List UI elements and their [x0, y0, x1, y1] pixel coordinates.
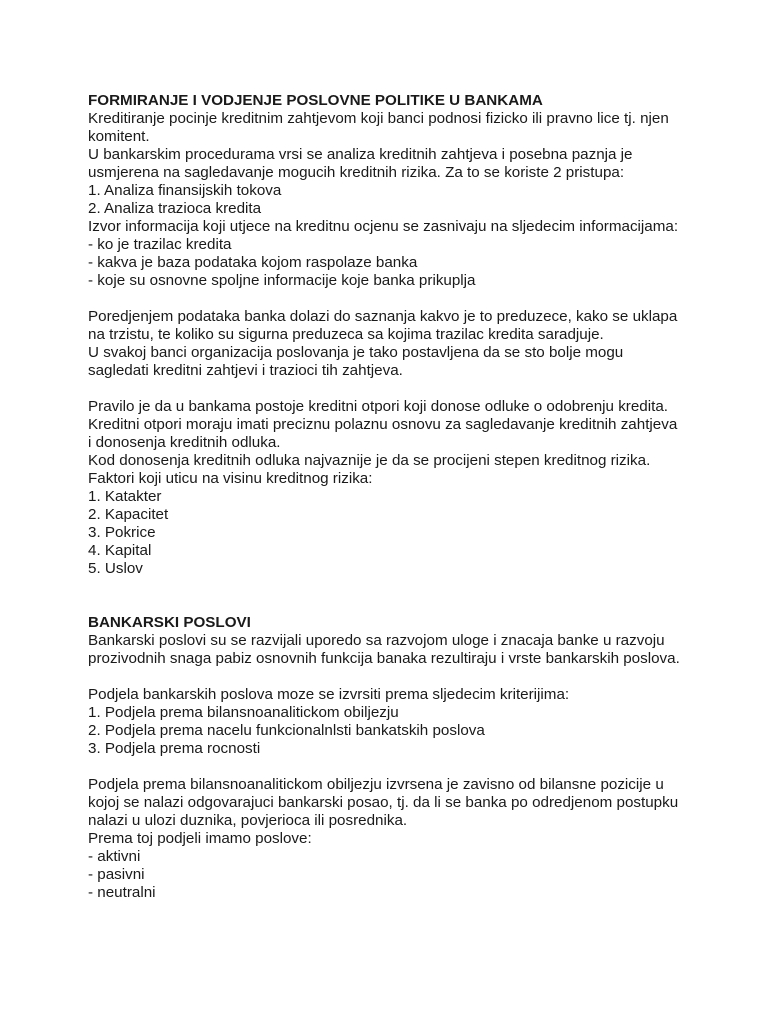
text-line: prozivodnih snaga pabiz osnovnih funkcija banaka rezultiraju i vrste bankarskih poslova. — [88, 650, 680, 667]
text-line: komitent. — [88, 128, 150, 145]
text-line: sagledati kreditni zahtjevi i trazioci tih zahtjeva. — [88, 362, 403, 379]
text-line: 3. Pokrice — [88, 524, 156, 541]
blank-line — [88, 290, 688, 308]
text-line: usmjerena na sagledavanje mogucih kreditnih rizika. Za to se koriste 2 pristupa: — [88, 164, 625, 181]
text-line: 1. Podjela prema bilansnoanalitickom obiljezju — [88, 704, 399, 721]
text-line: - kakva je baza podataka kojom raspolaze banka — [88, 254, 418, 271]
text-line: 5. Uslov — [88, 560, 143, 577]
text-line: na trzistu, te koliko su sigurna preduzeca sa kojima trazilac kredita saradjuje. — [88, 326, 604, 343]
text-line: 1. Katakter — [88, 488, 162, 505]
blank-line — [88, 758, 688, 776]
text-line: U svakoj banci organizacija poslovanja je tako postavljena da se sto bolje mogu — [88, 344, 624, 361]
text-line: Poredjenjem podataka banka dolazi do saznanja kakvo je to preduzece, kako se uklapa — [88, 308, 678, 325]
text-line: Kod donosenja kreditnih odluka najvaznije je da se procijeni stepen kreditnog rizika. — [88, 452, 651, 469]
blank-line — [88, 578, 688, 596]
text-line: - ko je trazilac kredita — [88, 236, 232, 253]
text-line: - neutralni — [88, 884, 156, 901]
text-line: - pasivni — [88, 866, 145, 883]
text-line: Bankarski poslovi su se razvijali uporedo sa razvojom uloge i znacaja banke u razvoju — [88, 632, 665, 649]
text-line: - koje su osnovne spoljne informacije koje banka prikuplja — [88, 272, 476, 289]
text-line: 4. Kapital — [88, 542, 152, 559]
text-line: Prema toj podjeli imamo poslove: — [88, 830, 312, 847]
text-line: 1. Analiza finansijskih tokova — [88, 182, 282, 199]
text-line: Izvor informacija koji utjece na kreditnu ocjenu se zasnivaju na sljedecim informacijama: — [88, 218, 679, 235]
text-line: i donosenja kreditnih odluka. — [88, 434, 281, 451]
text-line: Podjela prema bilansnoanalitickom obiljezju izvrsena je zavisno od bilansne pozicije u — [88, 776, 664, 793]
text-line: - aktivni — [88, 848, 141, 865]
blank-line — [88, 668, 688, 686]
document-page — [88, 92, 688, 902]
text-line: Kreditiranje pocinje kreditnim zahtjevom koji banci podnosi fizicko ili pravno lice tj. njen — [88, 110, 669, 127]
text-line: 2. Podjela prema nacelu funkcionalnlsti bankatskih poslova — [88, 722, 485, 739]
text-line: U bankarskim procedurama vrsi se analiza kreditnih zahtjeva i posebna paznja je — [88, 146, 633, 163]
text-line: Faktori koji uticu na visinu kreditnog rizika: — [88, 470, 373, 487]
section-heading: FORMIRANJE I VODJENJE POSLOVNE POLITIKE U BANKAMA — [88, 92, 543, 109]
text-line: kojoj se nalazi odgovarajuci bankarski posao, tj. da li se banka po odredjenom postupku — [88, 794, 679, 811]
text-line: 3. Podjela prema rocnosti — [88, 740, 261, 757]
section-heading: BANKARSKI POSLOVI — [88, 614, 251, 631]
text-line: Kreditni otpori moraju imati preciznu polaznu osnovu za sagledavanje kreditnih zahtjeva — [88, 416, 678, 433]
text-line: Podjela bankarskih poslova moze se izvrsiti prema sljedecim kriterijima: — [88, 686, 570, 703]
text-line: 2. Kapacitet — [88, 506, 169, 523]
blank-line — [88, 380, 688, 398]
text-line: Pravilo je da u bankama postoje kreditni otpori koji donose odluke o odobrenju kredita. — [88, 398, 669, 415]
text-line: nalazi u ulozi duznika, povjerioca ili posrednika. — [88, 812, 408, 829]
blank-line — [88, 596, 688, 614]
text-line: 2. Analiza trazioca kredita — [88, 200, 262, 217]
